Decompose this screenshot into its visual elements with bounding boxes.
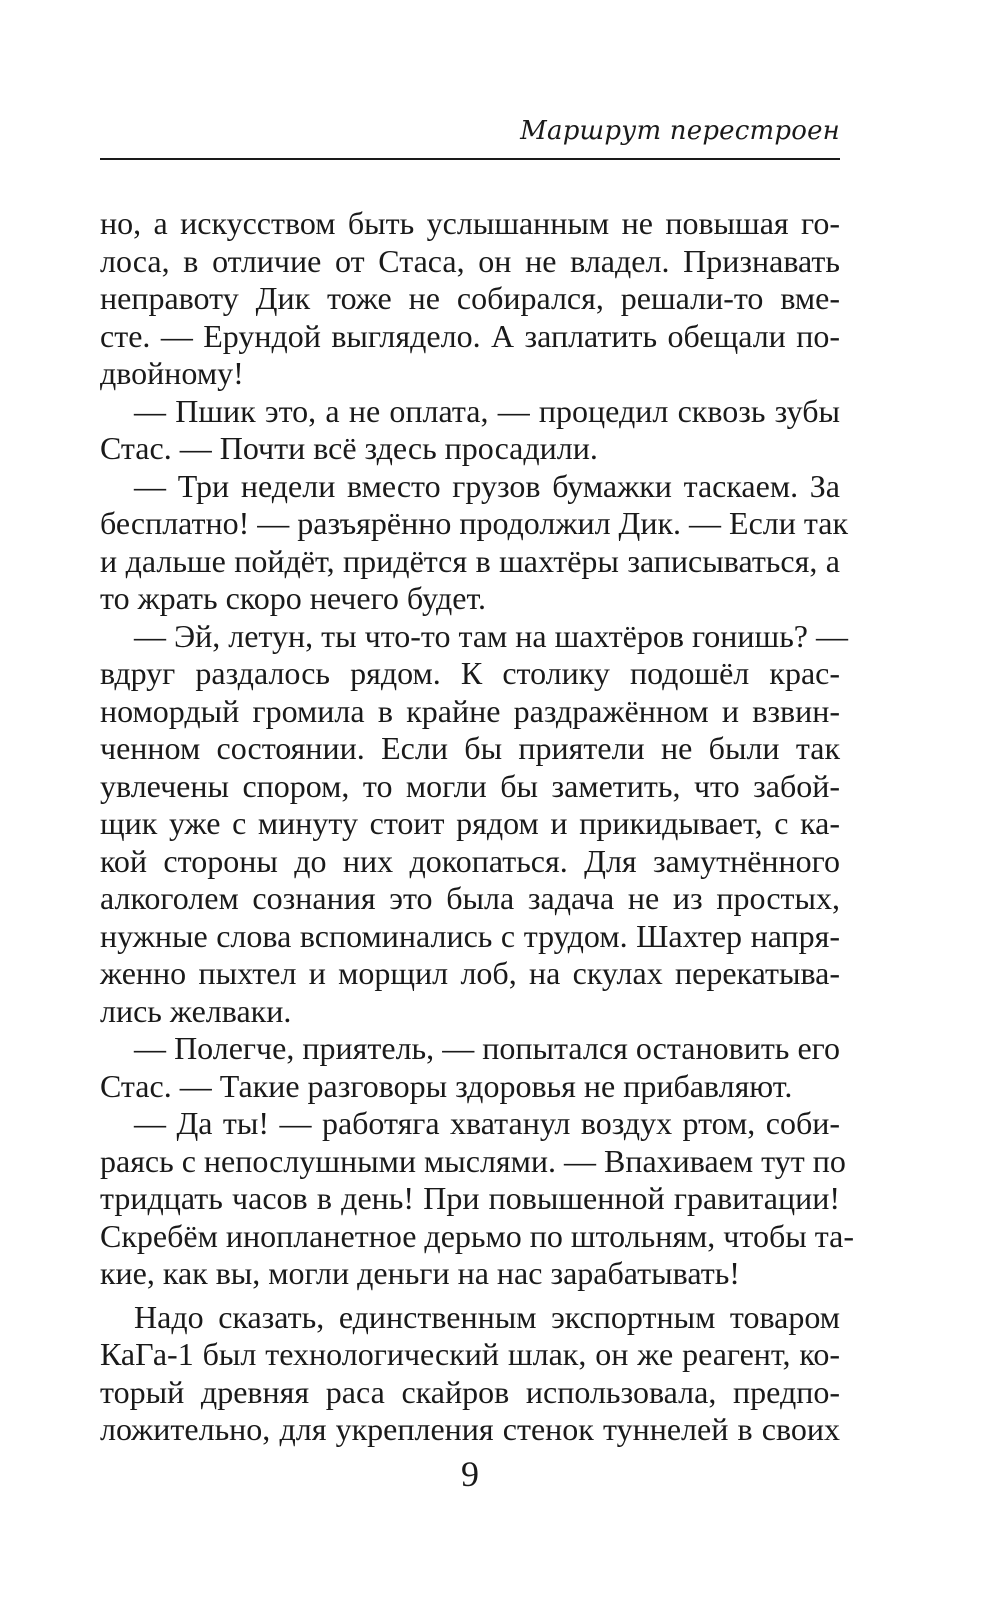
text-line: торый древняя раса скайров использовала, предпо-	[100, 1373, 840, 1410]
text-line: номордый громила в крайне раздражённом и взвин-	[100, 692, 840, 729]
text-line: тридцать часов в день! При повышенной гравитации!	[100, 1180, 840, 1216]
paragraph	[100, 617, 848, 1031]
paragraph	[100, 205, 840, 393]
text-line: — Эй, летун, ты что-то там на шахтёров гонишь? —	[134, 617, 848, 654]
text-line: ченном состоянии. Если бы приятели не были так	[100, 730, 840, 766]
text-line: Надо сказать, единственным экспортным товаром	[134, 1298, 840, 1335]
text-line: Скребём инопланетное дерьмо по штольням, чтобы та-	[100, 1217, 854, 1254]
page-number: 9	[461, 1454, 479, 1494]
paragraph	[100, 1030, 840, 1105]
text-line: двойному!	[100, 355, 244, 391]
text-line: лоса, в отличие от Стаса, он не владел. Признавать	[100, 242, 840, 279]
paragraph	[100, 1105, 854, 1293]
text-line: кие, как вы, могли деньги на нас зарабатывать!	[100, 1255, 740, 1291]
text-line: сте. — Ерундой выглядело. А заплатить обещали по-	[100, 317, 840, 354]
paragraph	[100, 393, 840, 468]
text-line: щик уже с минуту стоит рядом и прикидывает, с ка-	[100, 805, 840, 841]
running-head: Маршрут перестроен	[520, 116, 840, 146]
text-line: то жрать скоро нечего будет.	[100, 580, 487, 616]
header-rule	[100, 158, 840, 160]
text-line: — Да ты! — работяга хватанул воздух ртом, соби-	[134, 1105, 840, 1141]
text-line: и дальше пойдёт, придётся в шахтёры записываться, а	[100, 542, 840, 579]
text-line: лись желваки.	[100, 992, 292, 1029]
text-line: алкоголем сознания это была задача не из простых,	[100, 880, 840, 916]
paragraph	[100, 1299, 840, 1449]
text-line: но, а искусством быть услышанным не повышая го-	[100, 205, 840, 241]
text-line: неправоту Дик тоже не собирался, решали-то вме-	[100, 280, 840, 316]
text-line: ложительно, для укрепления стенок туннелей в своих	[100, 1411, 840, 1447]
text-line: — Пшик это, а не оплата, — процедил сквозь зубы	[134, 392, 840, 429]
text-line: раясь с непослушными мыслями. — Впахиваем тут по	[100, 1142, 846, 1179]
text-line: — Полегче, приятель, — попытался остановить его	[134, 1030, 840, 1066]
paragraph	[100, 467, 849, 618]
text-line: бесплатно! — разъярённо продолжил Дик. — Если так	[100, 505, 849, 541]
text-line: — Три недели вместо грузов бумажки таскаем. За	[134, 467, 840, 504]
text-line: нужные слова вспоминались с трудом. Шахтер напря-	[100, 917, 840, 954]
text-line: КаГа-1 был технологический шлак, он же реагент, ко-	[100, 1336, 840, 1372]
text-line: увлечены спором, то могли бы заметить, что забой-	[100, 767, 840, 804]
text-line: кой стороны до них докопаться. Для замутнённого	[100, 842, 840, 879]
text-line: женно пыхтел и морщил лоб, на скулах перекатыва-	[100, 955, 840, 991]
text-line: Стас. — Почти всё здесь просадили.	[100, 430, 598, 466]
text-line: вдруг раздалось рядом. К столику подошёл крас-	[100, 655, 840, 691]
text-line: Стас. — Такие разговоры здоровья не прибавляют.	[100, 1067, 793, 1104]
body-text	[100, 205, 854, 1449]
